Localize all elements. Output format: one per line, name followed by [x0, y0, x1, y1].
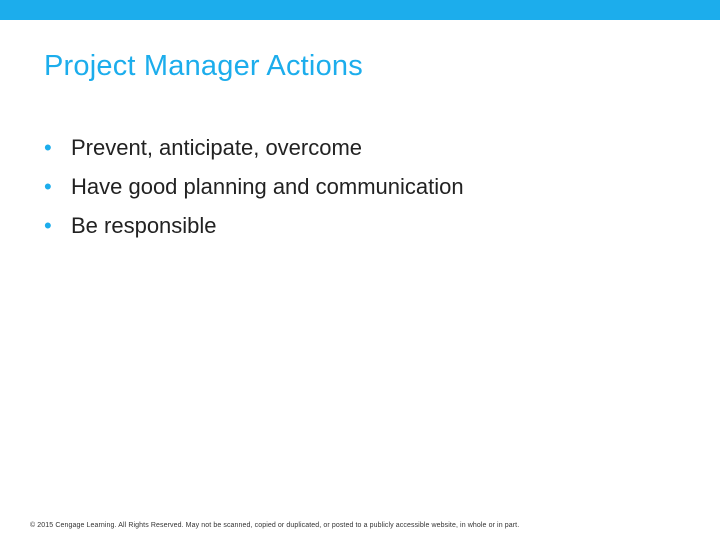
bullet-item — [44, 131, 464, 170]
bullet-item — [44, 209, 464, 248]
top-accent-bar — [0, 0, 720, 20]
bullet-list — [44, 131, 464, 248]
slide-title: Project Manager Actions — [44, 50, 363, 82]
bullet-icon: • — [44, 213, 52, 238]
bullet-text: Be responsible — [71, 213, 217, 238]
copyright-footer: © 2015 Cengage Learning. All Rights Reserved. May not be scanned, copied or duplicated, or posted to a publicly accessible website, in whole or in part. — [30, 522, 520, 529]
bullet-icon: • — [44, 174, 52, 199]
bullet-item — [44, 170, 464, 209]
bullet-icon: • — [44, 135, 52, 160]
bullet-text: Prevent, anticipate, overcome — [71, 135, 363, 160]
bullet-text: Have good planning and communication — [71, 174, 464, 199]
